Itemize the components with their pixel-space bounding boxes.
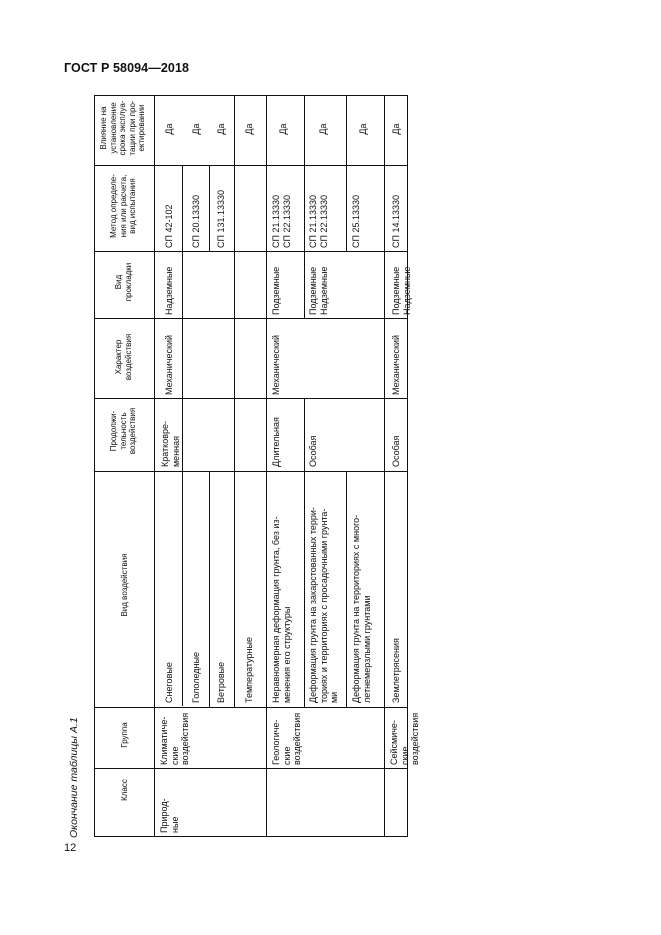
header-method: Метод определе- ния или расчета, вид испытания [109,174,137,238]
col-line-group [94,768,408,769]
cell-method-seismic: СП 14.13330 [391,194,401,248]
cell-laying-both-seismic: Подземные Надземные [391,266,412,315]
rotated-table [94,95,420,837]
header-separator [154,95,155,837]
cell-nature-mech2: Механический [271,335,281,395]
cell-influence-temp: Да [244,123,254,135]
cell-impact-temp: Температурные [244,637,254,703]
cell-influence-seismic: Да [391,123,401,135]
cell-impact-seismic: Землетрясения [391,638,401,703]
cell-laying-under: Подземные [271,266,281,315]
row-line-5a [304,95,305,318]
header-group: Группа [120,722,129,748]
cell-influence-geo1: Да [278,123,288,135]
row-line-5b [304,398,305,707]
table-caption: Окончание таблицы А.1 [68,717,80,838]
header-class: Класс [120,779,129,801]
cell-duration-long: Длительная [271,417,281,467]
header-laying: Вид прокладки [114,262,133,302]
cell-method-geo3: СП 25.13330 [351,194,361,248]
table-border-left [94,836,408,837]
row-line-1 [182,165,183,706]
cell-method-ice: СП 20.13330 [191,194,201,248]
cell-method-geo2: СП 21.13330 СП 22.13330 [308,194,329,248]
cell-impact-geo1: Неравномерная деформация грунта, без из- менения его структуры [271,516,292,703]
table-border-top [94,95,95,837]
cell-impact-wind: Ветровые [216,661,226,703]
cell-class-natural: Природ- ные [159,798,180,833]
cell-impact-snow: Снеговые [164,662,174,703]
cell-method-wind: СП 131.13330 [216,189,226,248]
row-line-6a [346,95,347,251]
page-number: 12 [64,842,77,854]
header-influence: Влияние на установление срока эксплуа- тации при про- ектировании [99,100,146,156]
cell-method-snow: СП 42-102 [164,204,174,248]
cell-influence-snow: Да [164,123,174,135]
cell-influence-geo2: Да [318,123,328,135]
row-line-3 [234,95,235,707]
cell-influence-ice: Да [191,123,201,135]
row-line-6b [346,471,347,707]
header-nature: Характер воздействия [114,333,133,381]
cell-nature-mech1: Механический [164,335,174,395]
col-line-method [94,251,408,252]
cell-duration-special: Особая [308,435,318,467]
cell-laying-above: Надземные [164,266,174,315]
cell-duration-short: Кратковре- менная [160,420,181,467]
col-line-duration [94,471,408,472]
col-line-influence [94,165,408,166]
cell-laying-both: Подземные Надземные [308,266,329,315]
document-header: ГОСТ Р 58094—2018 [64,61,190,75]
cell-duration-special-seismic: Особая [391,435,401,467]
cell-impact-geo2: Деформация грунта на закарстованных терри- ториях и территориях с просадочными грунта- ми [308,507,339,703]
cell-group-climatic: Климатиче- ские воздействия [159,712,190,765]
col-line-impact [94,707,408,708]
cell-group-seismic: Сейсмиче- ские воздействия [389,712,420,765]
header-impact-type: Вид воздействия [120,553,129,617]
cell-nature-mech3: Механический [391,335,401,395]
row-line-2a [209,165,210,251]
header-duration: Продолжи- тельность воздействия [109,407,137,455]
row-line-2b [209,471,210,707]
cell-method-geo1: СП 21.13330 СП 22.13330 [271,194,292,248]
cell-impact-ice: Гололедные [191,652,201,703]
row-line-7 [384,95,385,837]
col-line-nature [94,398,408,399]
cell-influence-wind: Да [216,123,226,135]
col-line-laying [94,318,408,319]
cell-impact-geo3: Деформация грунта на территориях с много- летнемерзлыми грунтами [351,514,372,703]
row-line-4 [266,95,267,837]
cell-influence-geo3: Да [358,123,368,135]
cell-group-geologic: Геологиче- ские воздействия [271,712,302,765]
